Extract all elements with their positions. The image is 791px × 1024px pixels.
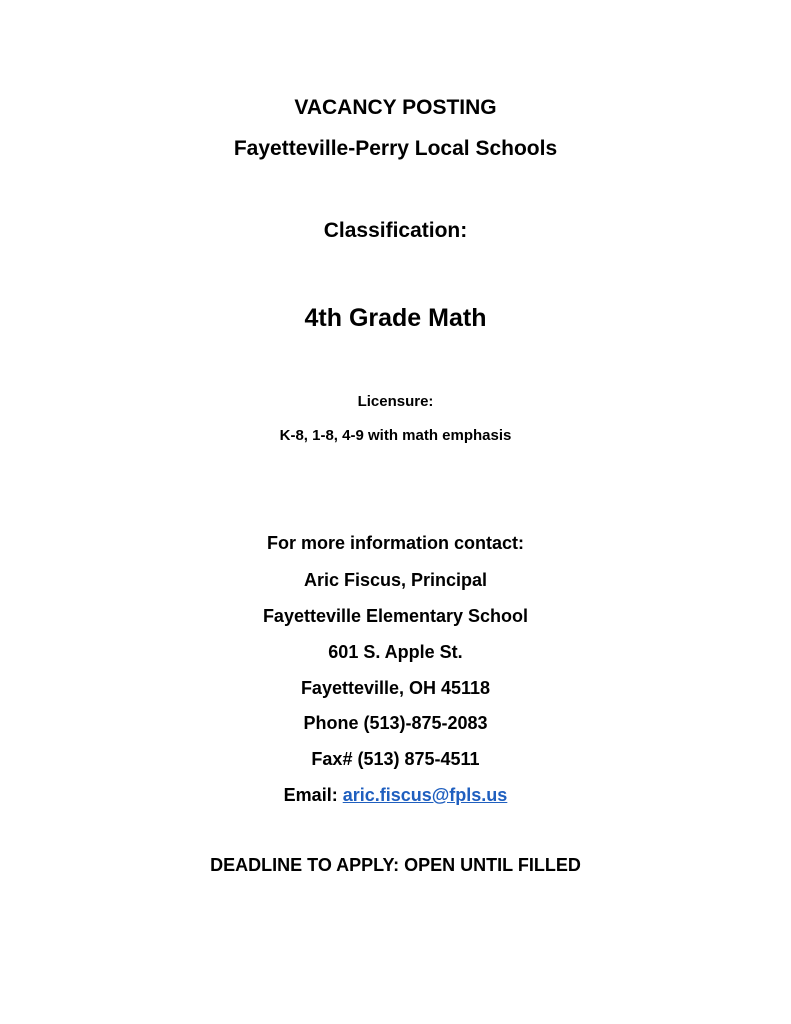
contact-street: 601 S. Apple St. (328, 642, 463, 662)
contact-email-line (0, 786, 791, 804)
contact-phone: Phone (513)-875-2083 (303, 713, 488, 733)
application-deadline: DEADLINE TO APPLY: OPEN UNTIL FILLED (210, 855, 581, 875)
email-label: Email: (283, 785, 343, 805)
licensure-value: K-8, 1-8, 4-9 with math emphasis (279, 427, 512, 444)
contact-city: Fayetteville, OH 45118 (300, 678, 491, 698)
organization-name: Fayetteville-Perry Local Schools (233, 137, 558, 160)
position-title: 4th Grade Math (304, 304, 487, 332)
contact-name: Aric Fiscus, Principal (303, 570, 488, 590)
contact-school: Fayetteville Elementary School (262, 606, 529, 626)
contact-fax: Fax# (513) 875-4511 (311, 749, 480, 769)
email-link[interactable]: aric.fiscus@fpls.us (342, 785, 508, 805)
classification-label: Classification: (323, 219, 468, 242)
licensure-label: Licensure: (357, 393, 434, 410)
contact-heading: For more information contact: (266, 533, 524, 553)
document-title: VACANCY POSTING (294, 96, 497, 119)
